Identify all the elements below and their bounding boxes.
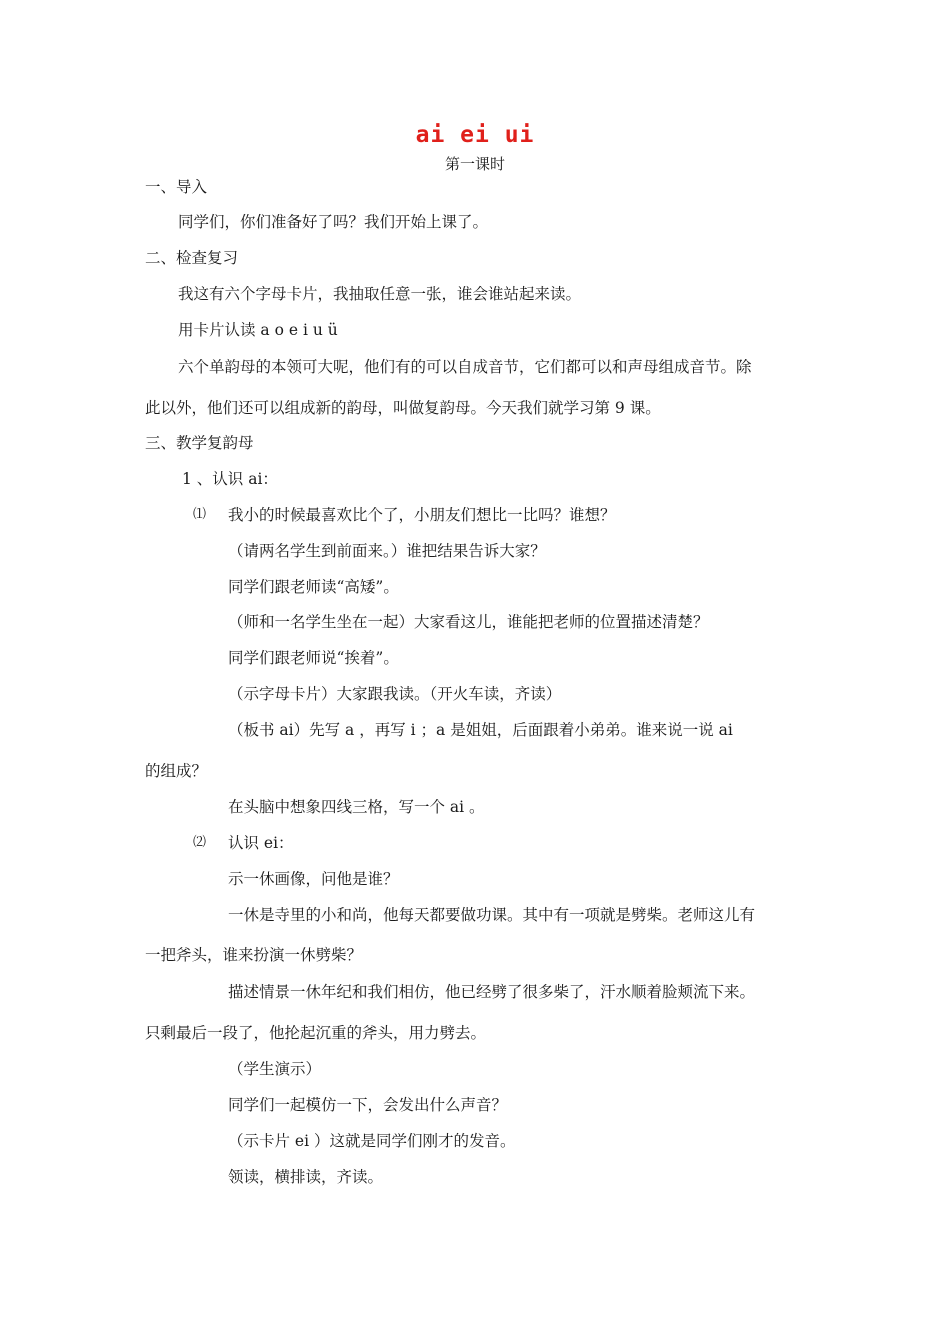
paragraph: （示卡片 ei ）这就是同学们刚才的发音。	[228, 1132, 516, 1150]
paragraph: 在头脑中想象四线三格，写一个 ai 。	[228, 798, 485, 816]
lesson-subtitle: 第一课时	[444, 155, 505, 173]
paragraph: 此以外，他们还可以组成新的韵母，叫做复韵母。今天我们就学习第 9 课。	[145, 399, 661, 417]
paragraph: （板书 ai）先写 a ，再写 i ；a 是姐姐，后面跟着小弟弟。谁来说一说 ai	[228, 721, 733, 739]
paragraph: （示字母卡片）大家跟我读。（开火车读，齐读）	[228, 685, 562, 703]
paragraph: 六个单韵母的本领可大呢，他们有的可以自成音节，它们都可以和声母组成音节。除	[178, 358, 752, 376]
sub-item-marker: ⑵	[193, 835, 207, 850]
section-heading-2: 二、检查复习	[145, 249, 239, 267]
list-item: 1 、认识 ai：	[182, 470, 278, 488]
paragraph: （请两名学生到前面来。）谁把结果告诉大家？	[228, 542, 546, 560]
sub-item-marker: ⑴	[193, 507, 207, 522]
paragraph: 只剩最后一段了，他抡起沉重的斧头，用力劈去。	[145, 1024, 487, 1042]
paragraph: 同学们一起模仿一下，会发出什么声音？	[228, 1096, 508, 1114]
paragraph: 领读，横排读，齐读。	[228, 1168, 384, 1186]
paragraph: 示一休画像，问他是谁？	[228, 870, 399, 888]
paragraph: 我这有六个字母卡片，我抽取任意一张，谁会谁站起来读。	[178, 285, 582, 303]
sub-item-text: 认识 ei：	[228, 834, 294, 852]
paragraph: 用卡片认读 a o e i u ü	[178, 321, 338, 339]
section-heading-3: 三、教学复韵母	[145, 434, 254, 452]
lesson-title: ai ei ui	[415, 122, 535, 148]
paragraph: 描述情景一休年纪和我们相仿，他已经劈了很多柴了，汗水顺着脸颊流下来。	[228, 983, 756, 1001]
paragraph: 一把斧头，谁来扮演一休劈柴？	[145, 946, 363, 964]
sub-item-text: 我小的时候最喜欢比个了，小朋友们想比一比吗？谁想？	[228, 506, 616, 524]
section-heading-1: 一、导入	[145, 178, 208, 196]
paragraph: 的组成？	[145, 762, 208, 780]
paragraph: 同学们跟老师说“挨着”。	[228, 649, 399, 667]
paragraph: 同学们，你们准备好了吗？我们开始上课了。	[178, 213, 489, 231]
paragraph: 一休是寺里的小和尚，他每天都要做功课。其中有一项就是劈柴。老师这儿有	[228, 906, 756, 924]
paragraph: （学生演示）	[228, 1060, 322, 1078]
paragraph: （师和一名学生坐在一起）大家看这儿，谁能把老师的位置描述清楚？	[228, 613, 709, 631]
paragraph: 同学们跟老师读“高矮”。	[228, 578, 399, 596]
